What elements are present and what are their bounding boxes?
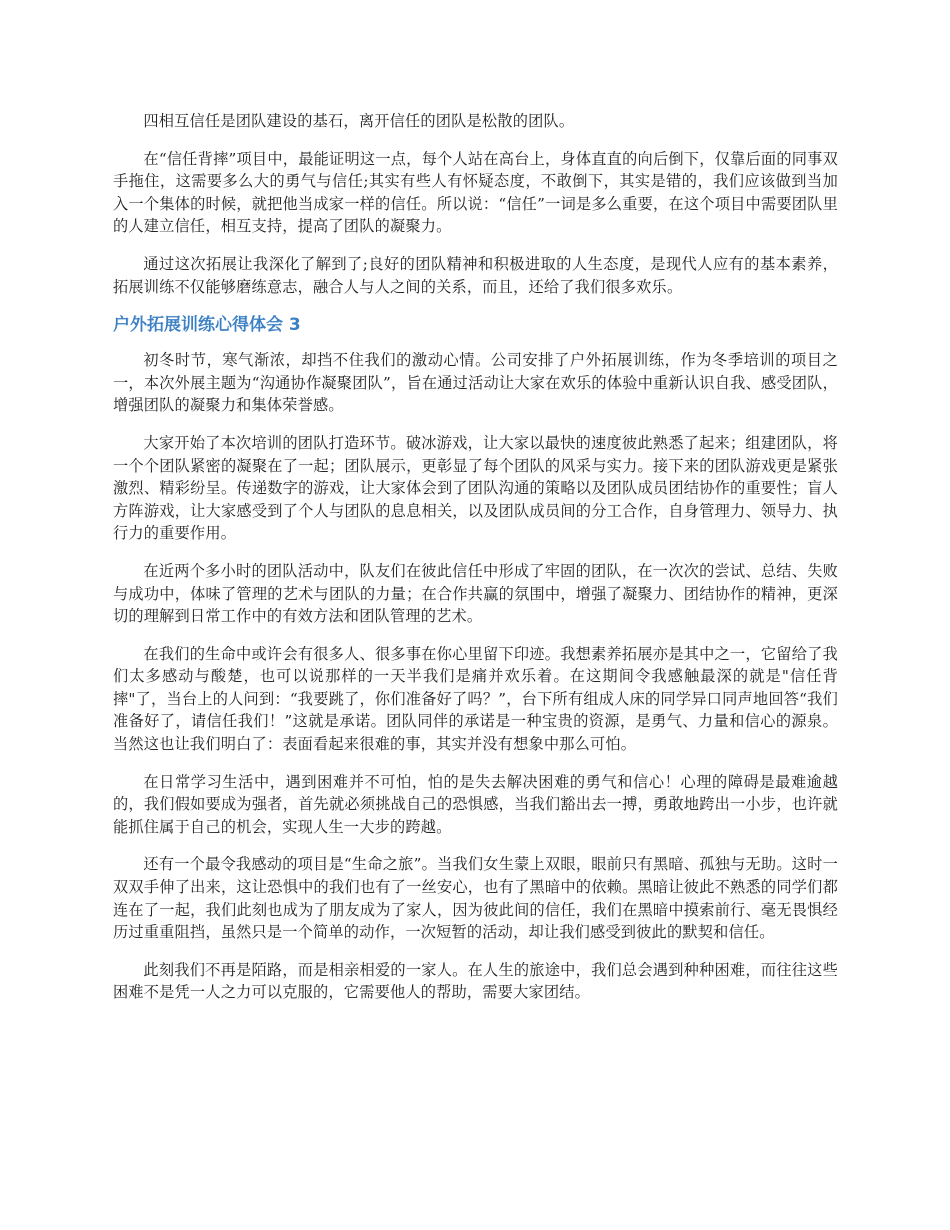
paragraph-family-conclusion: 此刻我们不再是陌路，而是相亲相爱的一家人。在人生的旅途中，我们总会遇到种种困难，而往往这些困难不是凭一人之力可以克服的，它需要他人的帮助，需要大家团结。: [113, 960, 838, 1002]
document-page: [113, 110, 838, 1019]
paragraph-expansion-summary: 通过这次拓展让我深化了解到了;良好的团队精神和积极进取的人生态度，是现代人应有的基本素养，拓展训练不仅能够磨练意志，融合人与人之间的关系，而且，还给了我们很多欢乐。: [113, 254, 838, 296]
paragraph-overcoming-difficulty: 在日常学习生活中，遇到困难并不可怕，怕的是失去解决困难的勇气和信心！心理的障碍是最难逾越的，我们假如要成为强者，首先就必须挑战自己的恐惧感，当我们豁出去一搏，勇敢地跨出一小步，也许就能抓住属于自己的机会，实现人生一大步的跨越。: [113, 772, 838, 836]
paragraph-trust-foundation: 四相互信任是团队建设的基石，离开信任的团队是松散的团队。: [143, 112, 575, 130]
paragraph-trust-backfall-memory: 在我们的生命中或许会有很多人、很多事在你心里留下印迹。我想素养拓展亦是其中之一，它留给了我们太多感动与酸楚，也可以说那样的一天半我们是痛并欢乐着。在这期间令我感触最深的就是"信任背摔"了，当台上的人问到：“我要跳了，你们准备好了吗？”，台下所有组成人床的同学异口同声地回答“我们准备好了，请信任我们！”这就是承诺。团队同伴的承诺是一种宝贵的资源，是勇气、力量和信心的源泉。当然这也让我们明白了：表面看起来很难的事，其实并没有想象中那么可怕。: [113, 644, 838, 754]
paragraph-team-activities: 在近两个多小时的团队活动中，队友们在彼此信任中形成了牢固的团队，在一次次的尝试、总结、失败与成功中，体味了管理的艺术与团队的力量；在合作共赢的氛围中，增强了凝聚力、团结协作的精神，更深切的理解到日常工作中的有效方法和团队管理的艺术。: [113, 561, 838, 626]
paragraph-trust-fall: 在“信任背摔”项目中，最能证明这一点，每个人站在高台上，身体直直的向后倒下，仅靠后面的同事双手拖住，这需要多么大的勇气与信任;其实有些人有怀疑态度，不敢倒下，其实是错的，我们应该做到当加入一个集体的时候，就把他当成家一样的信任。所以说：“信任”一词是多么重要，在这个项目中需要团队里的人建立信任，相互支持，提高了团队的凝聚力。: [113, 149, 838, 236]
paragraph-team-building: 大家开始了本次培训的团队打造环节。破冰游戏，让大家以最快的速度彼此熟悉了起来；组建团队，将一个个团队紧密的凝聚在了一起；团队展示，更彰显了每个团队的风采与实力。接下来的团队游戏更是紧张激烈、精彩纷呈。传递数字的游戏，让大家体会到了团队沟通的策略以及团队成员团结协作的重要性；盲人方阵游戏，让大家感受到了个人与团队的息息相关，以及团队成员间的分工合作，自身管理力、领导力、执行力的重要作用。: [113, 433, 838, 543]
section-heading: 户外拓展训练心得体会 3: [113, 315, 301, 336]
paragraph-journey-of-life: 还有一个最令我感动的项目是“生命之旅”。当我们女生蒙上双眼，眼前只有黑暗、孤独与无助。这时一双双手伸了出来，这让恐惧中的我们也有了一丝安心，也有了黑暗中的依赖。黑暗让彼此不熟悉的同学们都连在了一起，我们此刻也成为了朋友成为了家人，因为彼此间的信任，我们在黑暗中摸索前行、毫无畏惧经历过重重阻挡，虽然只是一个简单的动作，一次短暂的活动，却让我们感受到彼此的默契和信任。: [113, 855, 838, 942]
paragraph-early-winter: 初冬时节，寒气渐浓，却挡不住我们的激动心情。公司安排了户外拓展训练，作为冬季培训的项目之一，本次外展主题为“沟通协作凝聚团队”，旨在通过活动让大家在欢乐的体验中重新认识自我、感受团队，增强团队的凝聚力和集体荣誉感。: [113, 351, 838, 415]
